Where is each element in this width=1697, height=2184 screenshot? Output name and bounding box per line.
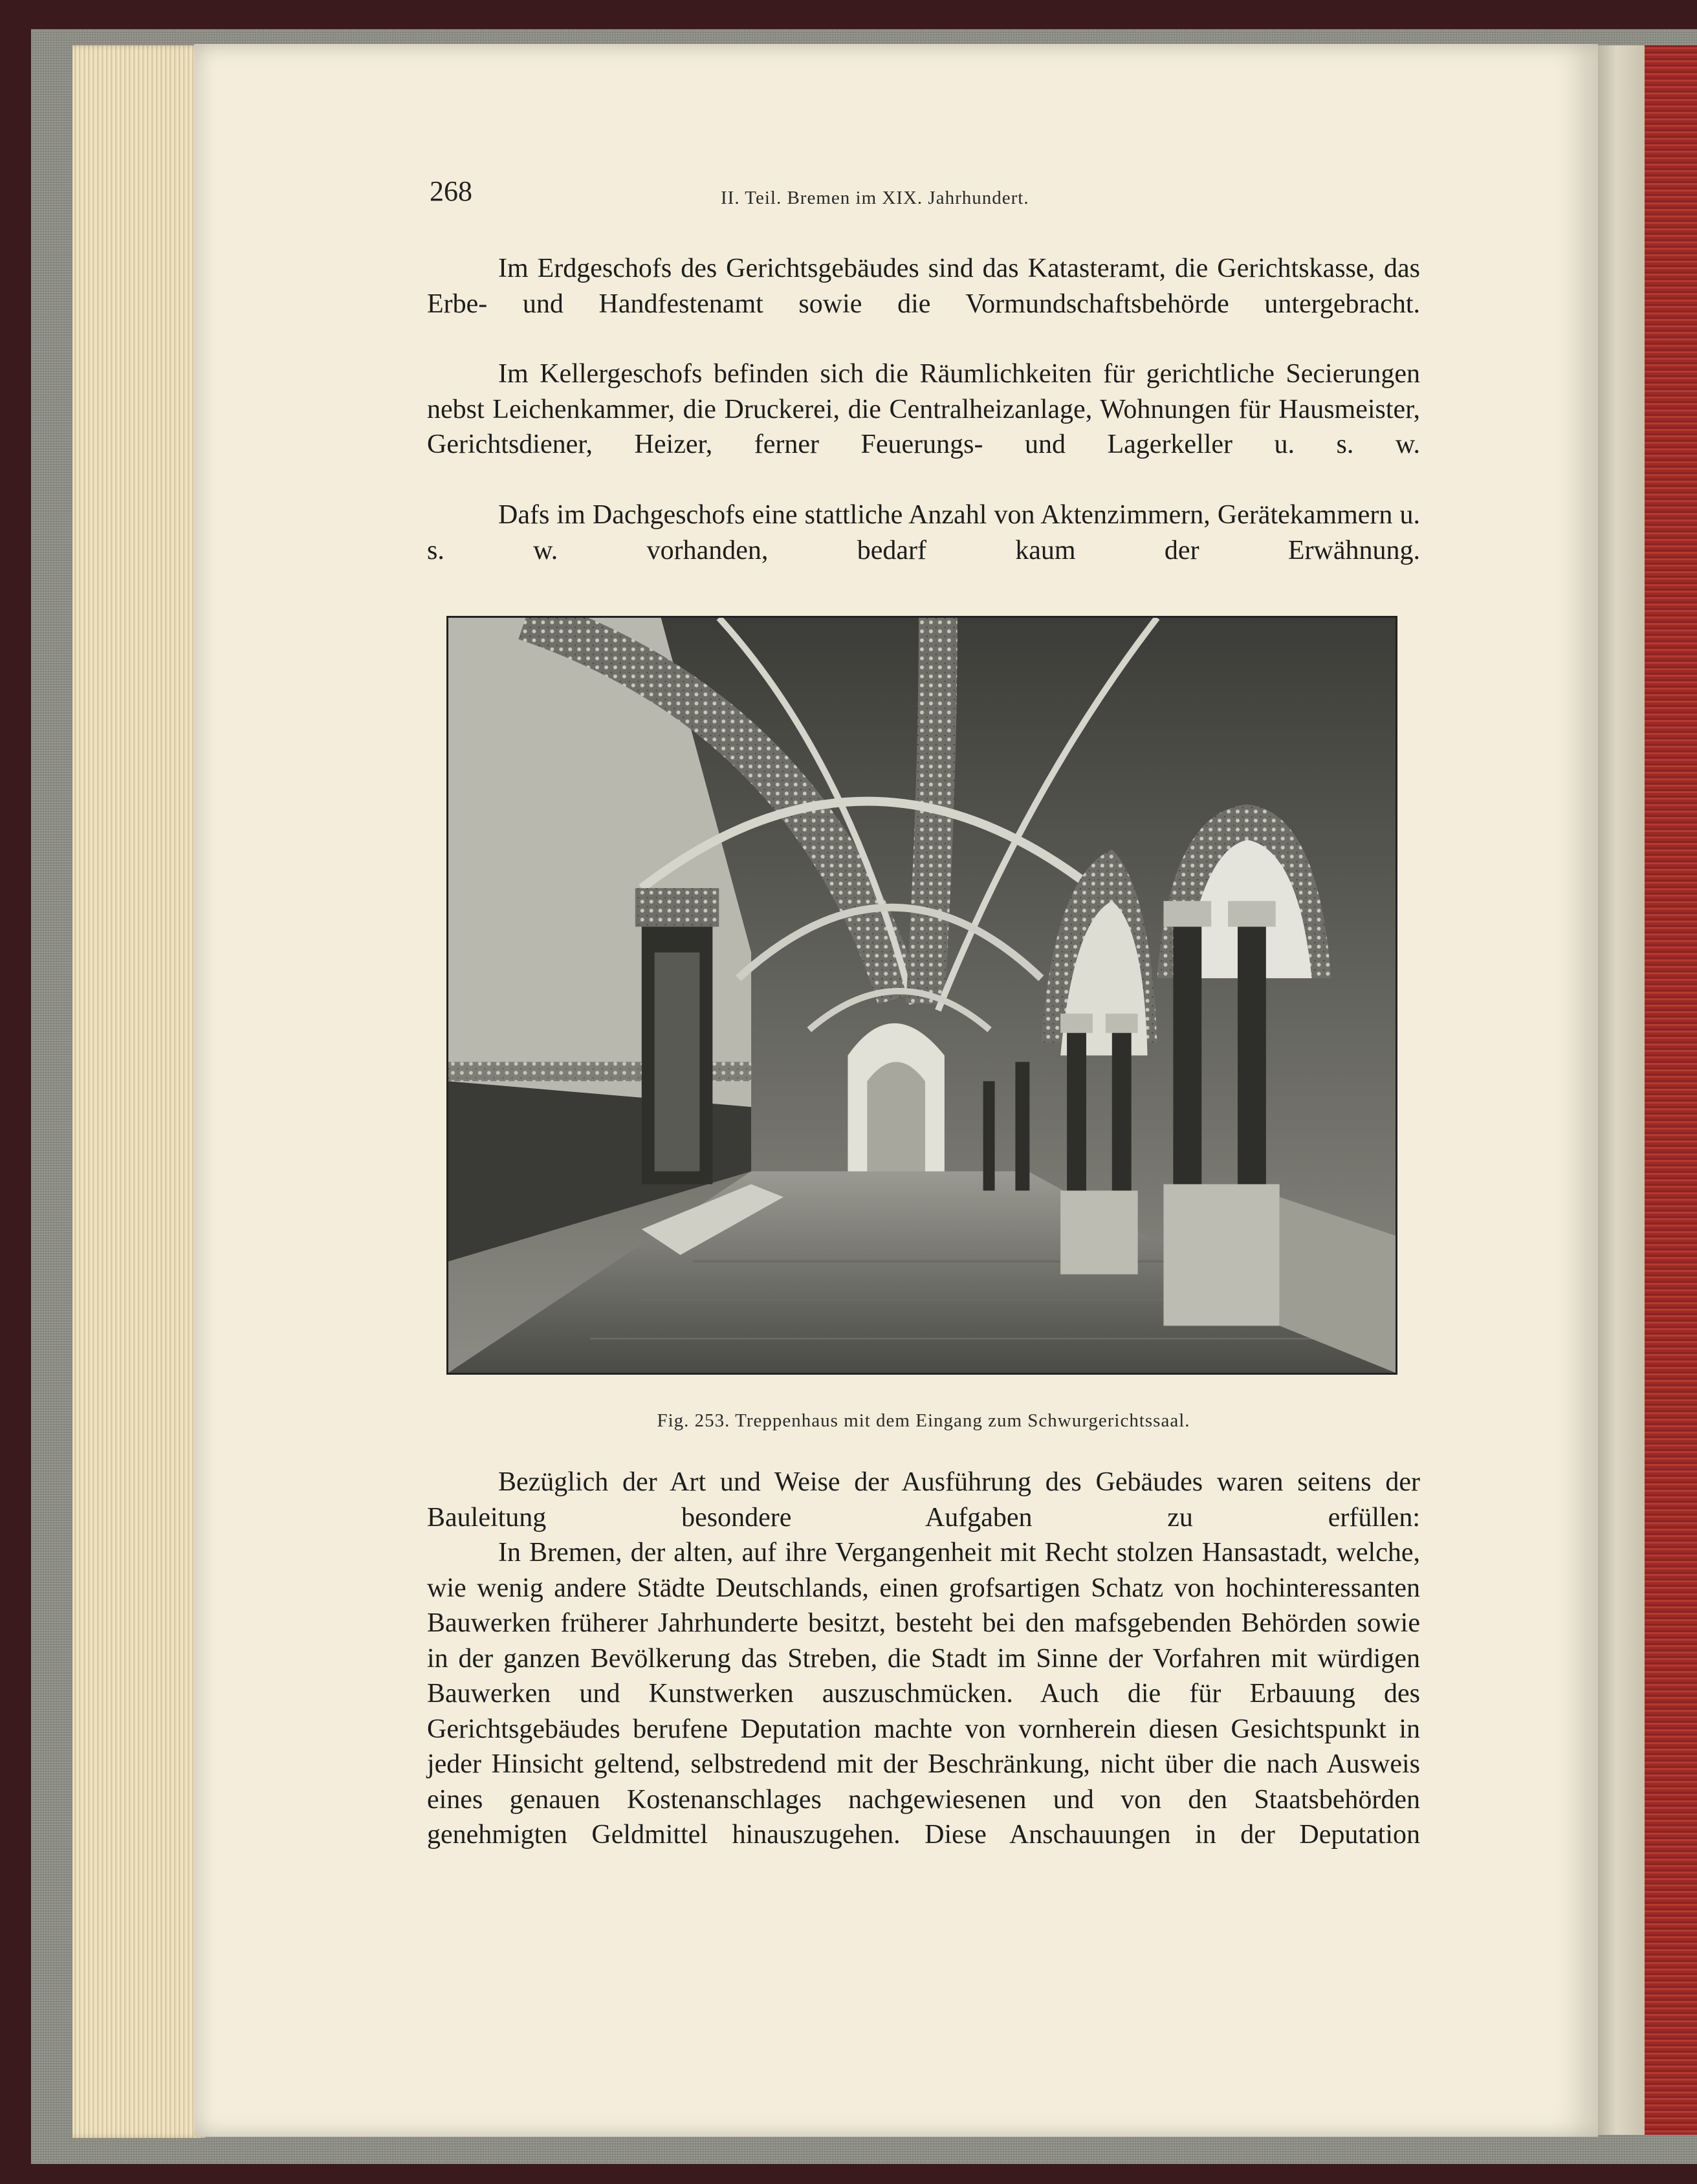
paragraph-5: In Bremen, der alten, auf ihre Vergangenheit mit Recht stolzen Hansastadt, welche, wie wenig andere Städte Deutschlands, einen grofsartigen Schatz von hochinteressanten Bauwerken früherer Jahrhunderte besitzt, besteht bei den mafsgebenden Behörden sowie in der ganzen Bevölkerung das Streben, die Stadt im Sinne der Vorfahren mit würdigen Bauwerken und Kunstwerken auszuschmücken. Auch die für Erbauung des Gerichtsgebäudes berufene Deputation machte von vornherein diesen Gesichtspunkt in jeder Hinsicht geltend, selbstredend mit der Beschränkung, nicht über die nach Ausweis eines genauen Kostenanschlages nachgewiesenen und von den Staatsbehörden genehmigten Geldmittel hinauszugehen. Diese Anschauungen in der Deputation bbox=[427, 1538, 1420, 1850]
page-header bbox=[430, 175, 1426, 220]
running-head: II. Teil. Bremen im XIX. Jahrhundert. bbox=[721, 188, 1029, 208]
figure-caption: Fig. 253. Treppenhaus mit dem Eingang zum Schwurgerichtssaal. bbox=[657, 1410, 1190, 1431]
staircase-hall-illustration bbox=[448, 618, 1396, 1373]
paragraph-4: Bezüglich der Art und Weise der Ausführung des Gebäudes waren seitens der Bauleitung besondere Aufgaben zu erfüllen: bbox=[427, 1467, 1420, 1533]
figure-photograph bbox=[446, 616, 1397, 1375]
page-edges bbox=[72, 45, 205, 2138]
facing-page-edge bbox=[1598, 45, 1645, 2135]
paragraph-3: Dafs im Dachgeschofs eine stattliche Anzahl von Aktenzimmern, Gerätekammern u. s. w. vorhanden, bedarf kaum der Erwähnung. bbox=[427, 500, 1420, 565]
page-number: 268 bbox=[430, 175, 472, 207]
red-page-edge bbox=[1645, 45, 1697, 2135]
paragraph-2: Im Kellergeschofs befinden sich die Räumlichkeiten für gerichtliche Secierungen nebst Leichenkammer, die Druckerei, die Centralheizanlage, Wohnungen für Hausmeister, Gerichtsdiener, Heizer, ferner Feuerungs- und Lagerkeller u. s. w. bbox=[427, 359, 1420, 459]
paragraph-1: Im Erdgeschofs des Gerichtsgebäudes sind das Katasteramt, die Gerichtskasse, das Erbe- und Handfestenamt sowie die Vormundschaftsbehörde untergebracht. bbox=[427, 254, 1420, 319]
